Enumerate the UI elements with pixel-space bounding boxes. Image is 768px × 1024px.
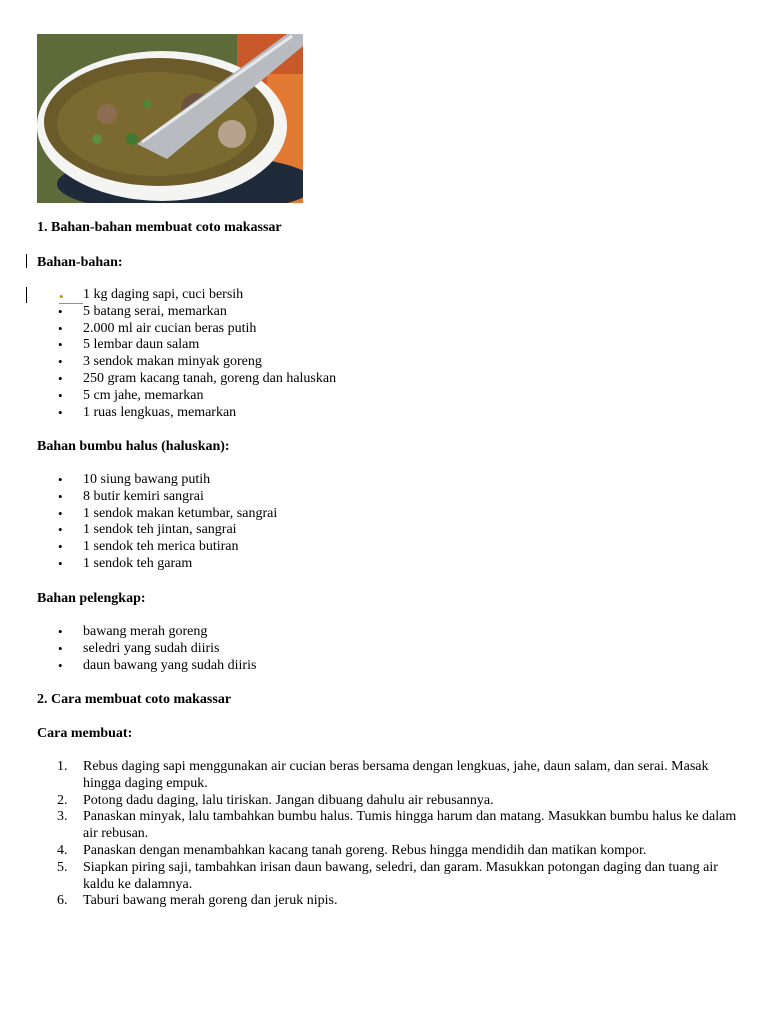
section-1-title: 1. Bahan-bahan membuat coto makassar (37, 220, 282, 235)
cara-steps-list (37, 759, 737, 910)
step-item (37, 843, 737, 860)
list-item: • 3 sendok makan minyak goreng (37, 354, 737, 371)
list-item: • seledri yang sudah diiris (37, 641, 737, 658)
list-item: • 1 sendok teh jintan, sangrai (37, 522, 737, 539)
list-item: • 5 lembar daun salam (37, 337, 737, 354)
section-2-title: 2. Cara membuat coto makassar (37, 692, 232, 707)
bahan-heading: Bahan-bahan: (37, 255, 123, 270)
bahan-list (37, 287, 737, 421)
bumbu-heading: Bahan bumbu halus (haluskan): (37, 439, 230, 454)
step-number: 3. (57, 809, 68, 825)
step-item (37, 860, 737, 894)
step-number: 2. (57, 792, 68, 808)
step-number: 6. (57, 893, 68, 909)
text-cursor-mark (26, 254, 27, 268)
step-item (37, 759, 737, 793)
step-text: Panaskan minyak, lalu tambahkan bumbu halus. Tumis hingga harum dan matang. Masukkan bumbu halus ke dalam air rebusan. (83, 809, 737, 842)
pelengkap-list (37, 624, 737, 674)
soup-bowl-photo (37, 34, 303, 203)
step-text: Potong dadu daging, lalu tiriskan. Jangan dibuang dahulu air rebusannya. (83, 792, 494, 808)
step-number: 1. (57, 759, 68, 774)
step-item (37, 809, 737, 843)
step-text: Panaskan dengan menambahkan kacang tanah goreng. Rebus hingga mendidih dan matikan kompor. (83, 842, 647, 858)
step-text: Rebus daging sapi menggunakan air cucian beras bersama dengan lengkuas, jahe, daun salam, dan serai. Masak hingga daging empuk. (83, 759, 709, 791)
list-item: • bawang merah goreng (37, 624, 737, 641)
list-item: • 1 sendok teh garam (37, 556, 737, 573)
step-item (37, 793, 737, 810)
list-item: • 2.000 ml air cucian beras putih (37, 321, 737, 338)
list-item: • 1 sendok teh merica butiran (37, 539, 737, 556)
step-text: Siapkan piring saji, tambahkan irisan daun bawang, seledri, dan garam. Masukkan potongan daging dan tuang air kaldu ke dalamnya. (83, 859, 718, 892)
bumbu-list (37, 472, 737, 573)
list-item: • 8 butir kemiri sangrai (37, 489, 737, 506)
list-item: • 5 batang serai, memarkan (37, 304, 737, 321)
cara-heading: Cara membuat: (37, 726, 133, 741)
pelengkap-heading: Bahan pelengkap: (37, 591, 146, 606)
step-text: Taburi bawang merah goreng dan jeruk nipis. (83, 893, 338, 909)
step-number: 5. (57, 859, 68, 875)
list-item: • 1 sendok makan ketumbar, sangrai (37, 506, 737, 523)
step-number: 4. (57, 842, 68, 858)
list-item: 1 kg daging sapi, cuci bersih (83, 287, 244, 302)
list-item: • 10 siung bawang putih (37, 472, 737, 489)
list-item: • 1 ruas lengkuas, memarkan (37, 405, 737, 422)
step-item (37, 893, 737, 910)
list-item: • 250 gram kacang tanah, goreng dan haluskan (37, 371, 737, 388)
list-item: • daun bawang yang sudah diiris (37, 658, 737, 675)
list-item: • 5 cm jahe, memarkan (37, 388, 737, 405)
text-cursor-mark (26, 287, 27, 303)
